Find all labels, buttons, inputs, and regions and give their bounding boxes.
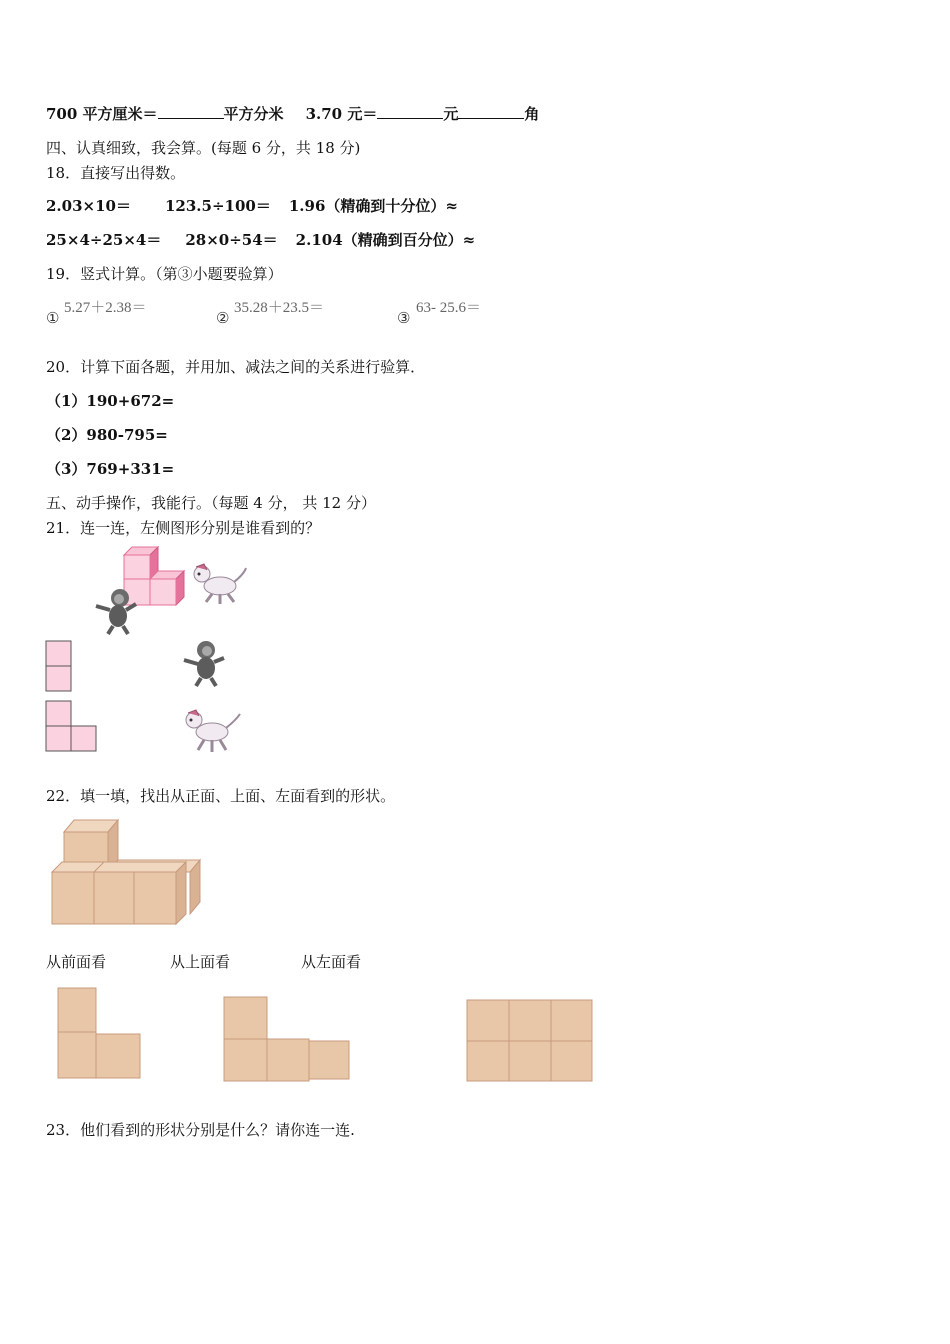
answer-blank[interactable] (158, 104, 224, 119)
q23-title: 23．他们看到的形状分别是什么？请你连一连. (46, 1121, 355, 1139)
dog-icon (182, 708, 244, 754)
l-shape-figure (45, 700, 101, 754)
monkey-icon (180, 638, 230, 688)
conversion-a: 700 平方厘米＝ (46, 105, 158, 123)
q18-title: 18．直接写出得数。 (46, 164, 186, 182)
answer-blank[interactable] (377, 104, 443, 119)
view-label: 从前面看 (46, 953, 107, 971)
q20-item: （1）190+672= (46, 392, 175, 410)
conversion-b-unit2: 角 (524, 105, 540, 123)
q19-title: 19．竖式计算。（第③小题要验算） (46, 265, 283, 283)
view-label: 从上面看 (170, 953, 231, 971)
section-5-title: 五、动手操作，我能行。（每题 4 分， 共 12 分） (46, 494, 376, 512)
q20-title: 20．计算下面各题，并用加、减法之间的关系进行验算． (46, 358, 426, 376)
conversion-b: 3.70 元＝ (305, 105, 378, 123)
q18-item: 123.5÷100＝ (164, 197, 271, 215)
view-label: 从左面看 (301, 953, 362, 971)
q19-expression: 5.27＋2.38＝ (64, 300, 147, 316)
q20-item: （3）769+331= (46, 460, 175, 478)
q19-expression: 63- 25.6＝ (416, 300, 481, 316)
two-square-column-shape (45, 640, 75, 694)
q18-item: 2.104（精确到百分位）≈ (295, 231, 476, 249)
section-4-title: 四、认真细致，我会算。(每题 6 分，共 18 分) (46, 139, 361, 157)
answer-blank[interactable] (458, 104, 524, 119)
monkey-icon (92, 586, 142, 636)
q18-item: 28×0÷54＝ (185, 231, 278, 249)
q18-item: 2.03×10＝ (46, 197, 131, 215)
conversion-a-unit: 平方分米 (223, 105, 284, 123)
q18-item: 25×4÷25×4＝ (46, 231, 162, 249)
q20-item: （2）980-795= (46, 426, 168, 444)
tan-cube-figure (50, 818, 210, 928)
dog-icon (190, 562, 250, 606)
q19-mark: ③ (397, 309, 411, 327)
q18-item: 1.96（精确到十分位）≈ (288, 197, 458, 215)
q22-title: 22．填一填，找出从正面、上面、左面看到的形状。 (46, 787, 396, 805)
left-view-shape (465, 998, 597, 1084)
front-view-shape (56, 986, 146, 1082)
q21-title: 21．连一连，左侧图形分别是谁看到的？ (46, 519, 321, 537)
q19-mark: ① (46, 309, 60, 327)
q18-row1 (46, 195, 458, 216)
q19-expression: 35.28＋23.5＝ (234, 300, 325, 316)
q19-mark: ② (216, 309, 230, 327)
top-view-shape (222, 995, 356, 1083)
q18-row2 (46, 229, 475, 250)
conversion-b-unit1: 元 (443, 105, 459, 123)
unit-conversion-line (46, 103, 539, 124)
